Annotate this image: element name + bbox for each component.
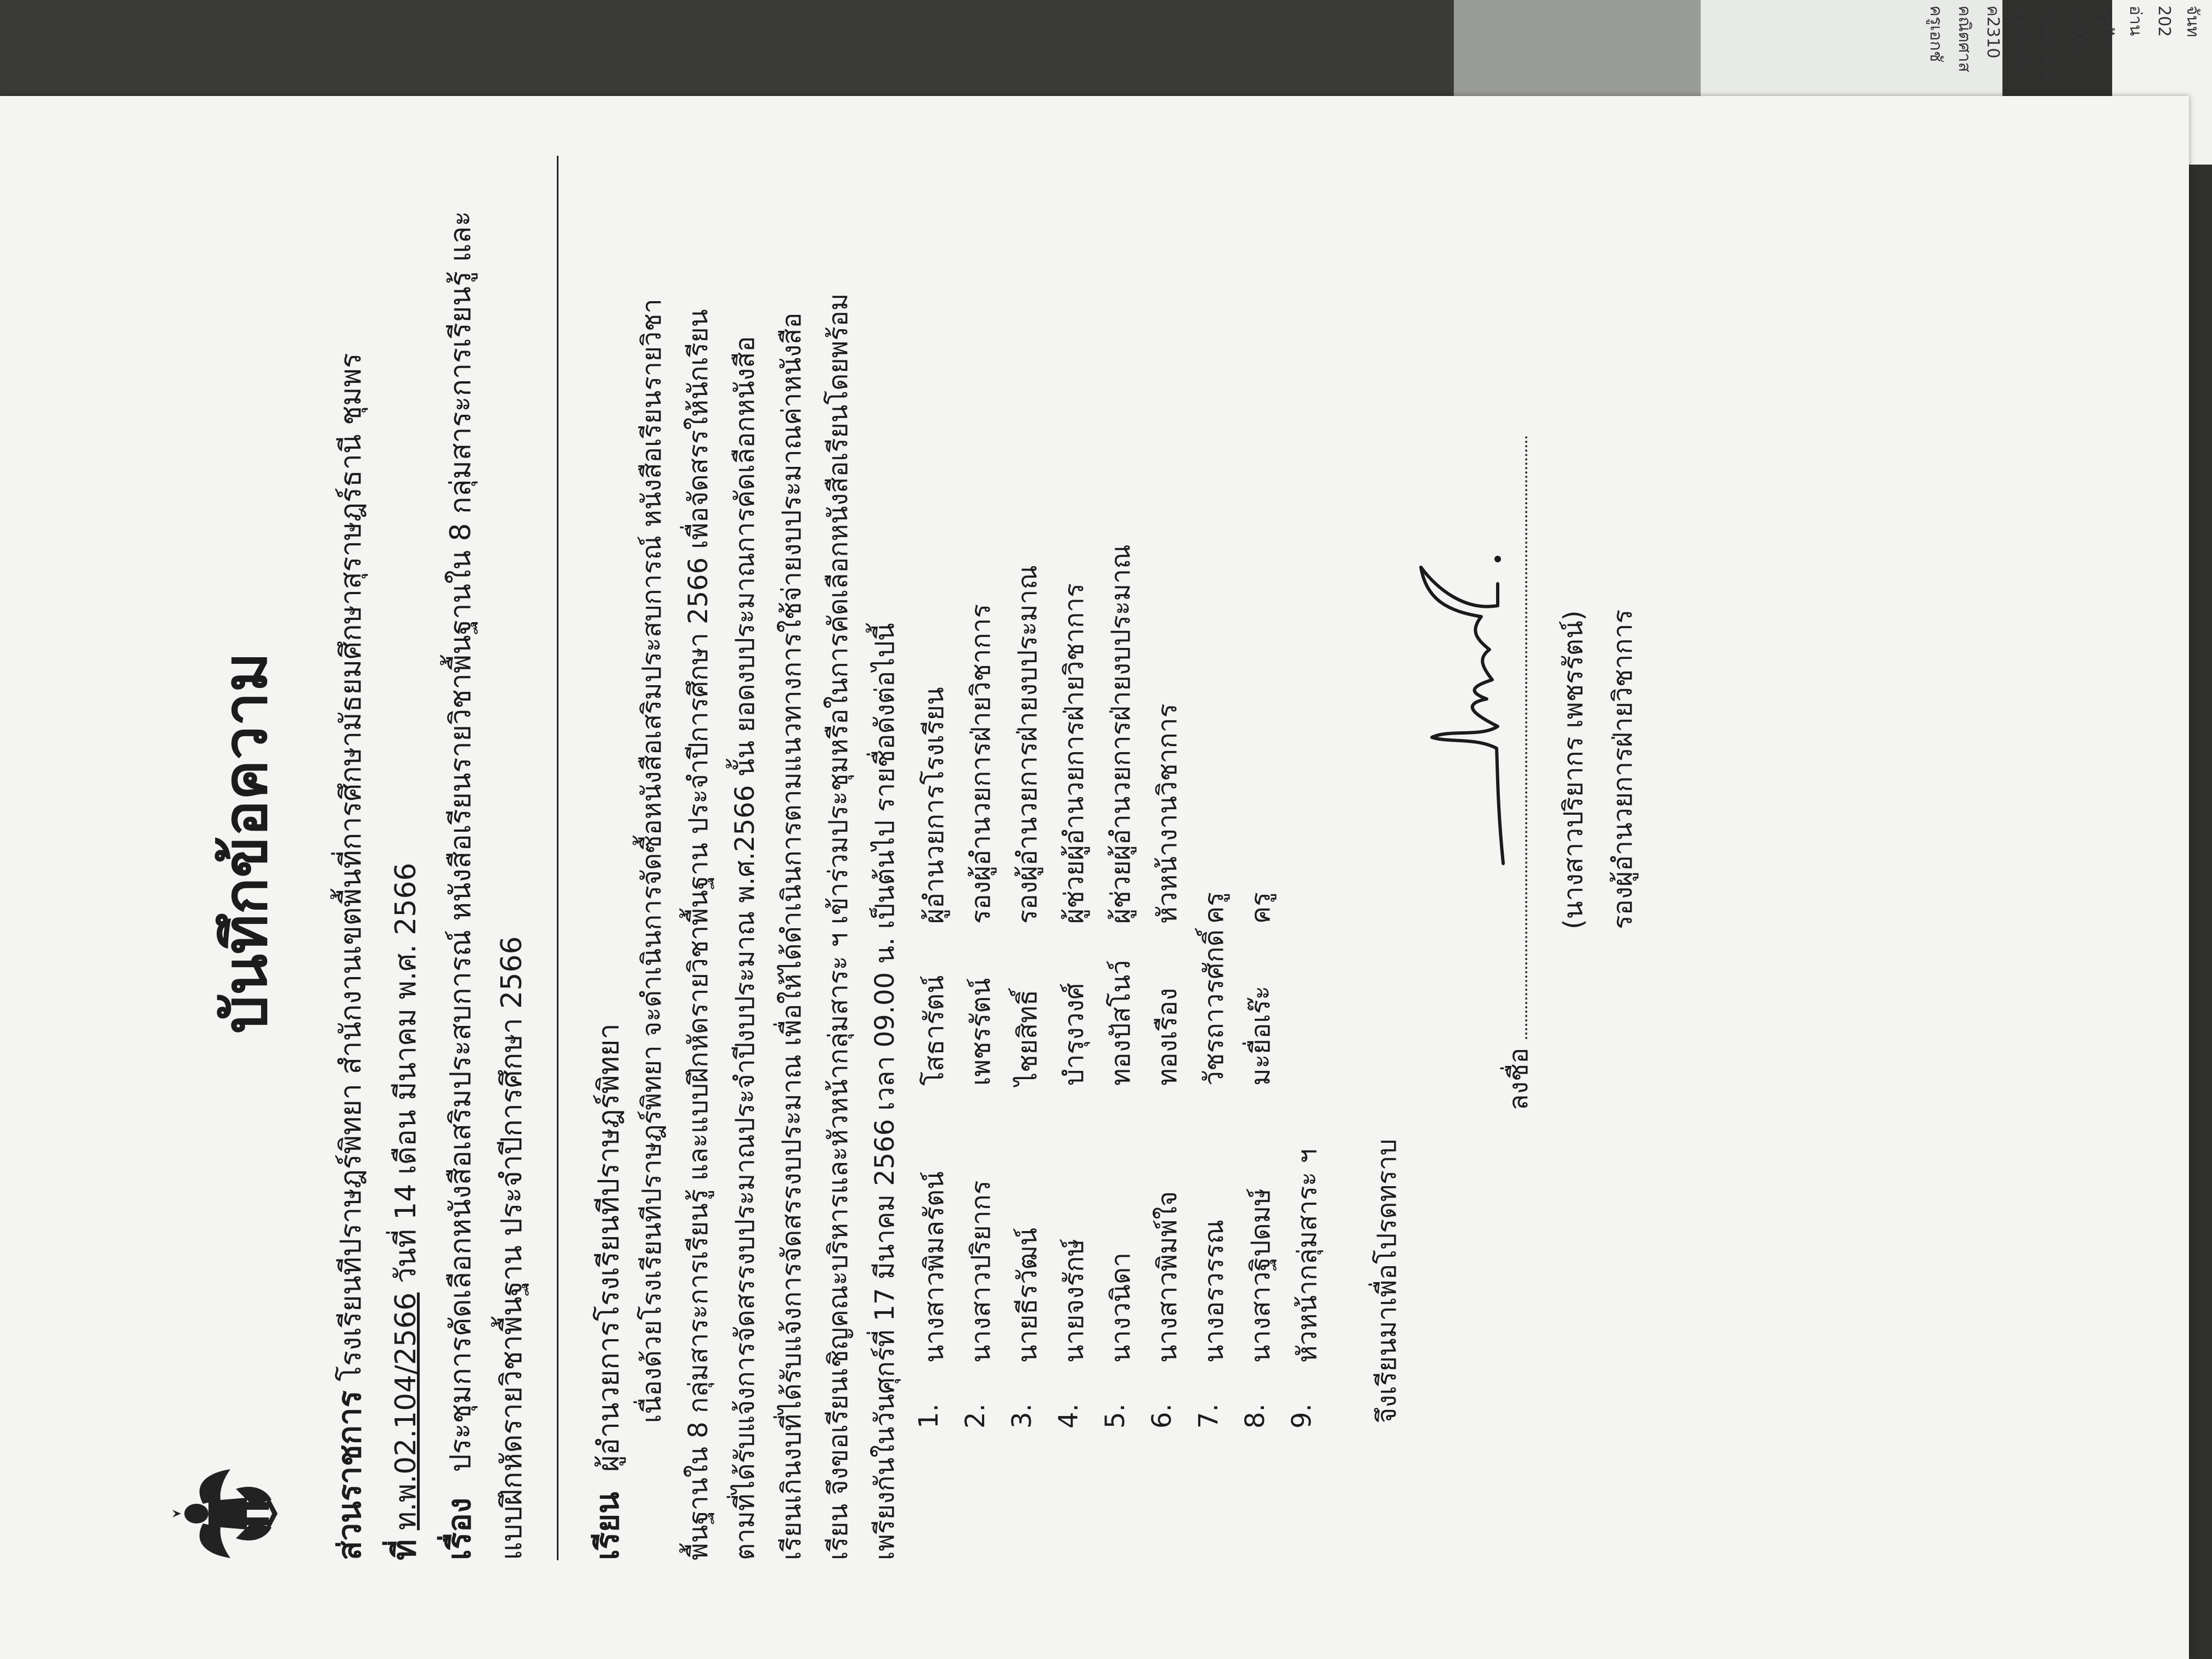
attendee-role: ผู้ช่วยผู้อำนวยการฝ่ายวิชาการ [1059,583,1090,924]
date-value: วันที่ 14 เดือน มีนาคม พ.ศ. 2566 [390,862,422,1284]
attendee-no: 4. [1053,1403,1084,1429]
attendee-name: นางสาวปริยากร [966,1180,996,1363]
edge-doc-line: ครูปัจ [2097,5,2117,46]
attendee-name: นางอรวรรณ [1199,1220,1229,1363]
reference-label: ที่ [386,1539,423,1560]
attendee-role: ครู [1199,892,1229,924]
attendee-no: 6. [1147,1403,1177,1429]
body-line: พื้นฐานใน 8 กลุ่มสาระการเรียนรู้ และแบบฝึกหัดรายวิชาพื้นฐาน ประจำปีการศึกษา 2566 เพื่อจัดสรรให้นักเรียน [683,309,714,1560]
attendee-role: รองผู้อำนวยการฝ่ายวิชาการ [966,603,996,924]
agency-label: ส่วนราชการ [331,1390,368,1560]
attendee-name: นายธีรวัฒน์ [1012,1227,1043,1363]
body-line: เพรียงกันในวันศุกร์ที่ 17 มีนาคม 2566 เวลา 09.00 น. เป็นต้นไป รายชื่อดังต่อไปนี้ [870,623,900,1560]
garuda-emblem-icon [170,1467,280,1560]
memo-page [0,96,2189,1659]
salutation-row [582,1023,633,1560]
edge-doc-line: 202 [2154,5,2174,37]
attendee-no: 9. [1286,1403,1317,1429]
attendee-no: 7. [1193,1403,1224,1429]
attendee-name: หัวหน้ากลุ่มสาระ ฯ [1292,1148,1323,1363]
attendee-name: นางสาวฐิปดมษ์ [1245,1188,1276,1363]
attendee-no: 1. [913,1403,944,1429]
edge-doc-line: ครูเอกชั [1926,5,1945,62]
attendee-surname: ไชยสิทธิ์ [1012,989,1043,1086]
body-line: ตามที่ได้รับแจ้งการจัดสรรงบประมาณประจำปีงบประมาณ พ.ศ.2566 นั้น ยอดงบประมาณการคัดเลือกหนังสือ [730,336,760,1560]
attendee-name: นางวนิดา [1105,1252,1136,1363]
attendee-surname: โสธารัตน์ [919,975,950,1086]
edge-doc-line: อ่าน [2126,5,2145,36]
agency-row [324,353,375,1560]
attendee-surname: ทองเรือง [1152,988,1183,1086]
salutation-value: ผู้อำนวยการโรงเรียนทีปราษฎร์พิทยา [592,1023,625,1472]
attendee-name: นางสาวพิมลรัตน์ [919,1171,950,1363]
attendee-surname: เพชรรัตน์ [966,978,996,1086]
attendee-surname: ทองปัสโนว์ [1105,960,1136,1086]
salutation-label: เรียน [589,1492,626,1560]
header-divider [557,156,558,1560]
attendee-no: 2. [960,1403,991,1429]
handwritten-signature [1415,501,1525,874]
edge-doc-line: กลุ่มผู้เรียน [2040,5,2059,82]
agency-value: โรงเรียนทีปราษฎร์พิทยา สำนักงานเขตพื้นที่การศึกษามัธยมศึกษาสุราษฎร์ธานี ชุมพร [335,353,368,1381]
attendee-no: 3. [1007,1403,1037,1429]
closing-text: จึงเรียนมาเพื่อโปรดทราบ [1372,1138,1402,1423]
attendee-role: รองผู้อำนวยการฝ่ายงบประมาณ [1012,565,1043,924]
sign-label: ลงชื่อ [1503,1047,1534,1110]
attendee-role: ครู [1245,892,1276,924]
edge-doc-line: ค2310 [1983,5,2002,59]
signer-name: (นางสาวปริยากร เพชรรัตน์) [1558,610,1589,929]
reference-value: ท.พ.02.104/2566 [390,1292,422,1531]
edge-doc-line: ครูประจำ [2012,5,2031,72]
subject-line-1: ประชุมการคัดเลือกหนังสือเสริมประสบการณ์ หนังสือเรียนรายวิชาพื้นฐานใน 8 กลุ่มสาระการเรียนรู้ และ [444,211,477,1472]
subject-line-2: แบบฝึกหัดรายวิชาพื้นฐาน ประจำปีการศึกษา 2566 [495,936,528,1560]
attendee-surname: มะยื่อเร๊ะ [1245,985,1276,1086]
attendee-no: 5. [1100,1403,1131,1429]
subject-row [433,211,484,1560]
edge-doc-line: คณิตศาส [1955,5,1974,72]
subject-label: เรื่อง [441,1497,478,1560]
edge-doc-line: อ 202 [2069,5,2088,52]
attendee-surname: วัชรถาวรศักดิ์ [1199,929,1229,1086]
memo-paper [0,96,2189,1659]
attendee-no: 8. [1240,1403,1271,1429]
attendee-surname: บำรุงวงศ์ [1059,983,1090,1086]
body-line: เนื่องด้วยโรงเรียนทีปราษฎร์พิทยา จะดำเนินการจัดซื้อหนังสือเสริมประสบการณ์ หนังสือเรียนรายวิชา [636,298,667,1423]
attendee-role: ผู้ช่วยผู้อำนวยการฝ่ายงบประมาณ [1105,544,1136,924]
body-line: เรียน จึงขอเรียนเชิญคณะบริหารและหัวหน้ากลุ่มสาระ ฯ เข้าร่วมประชุมหรือในการคัดเลือกหนังสือเรียนโดยพร้อม [823,293,854,1560]
attendee-name: นายจงรักษ์ [1059,1239,1090,1363]
body-line: เรียนเกินงบที่ได้รับแจ้งการจัดสรรงบประมาณ เพื่อให้ได้ดำเนินการตามแนวทางการใช้จ่ายงบประมาณค่าหนังสือ [776,312,807,1560]
reference-row [379,862,430,1560]
attendee-name: นางสาวพิมพ์ใจ [1152,1191,1183,1363]
attendee-role: ผู้อำนวยการโรงเรียน [919,687,950,924]
memo-title: บันทึกข้อความ [210,652,280,1034]
attendee-role: หัวหน้างานวิชาการ [1152,703,1183,924]
signer-position: รองผู้อำนวยการฝ่ายวิชาการ [1607,609,1638,929]
edge-doc-line: จันท [2183,5,2202,37]
